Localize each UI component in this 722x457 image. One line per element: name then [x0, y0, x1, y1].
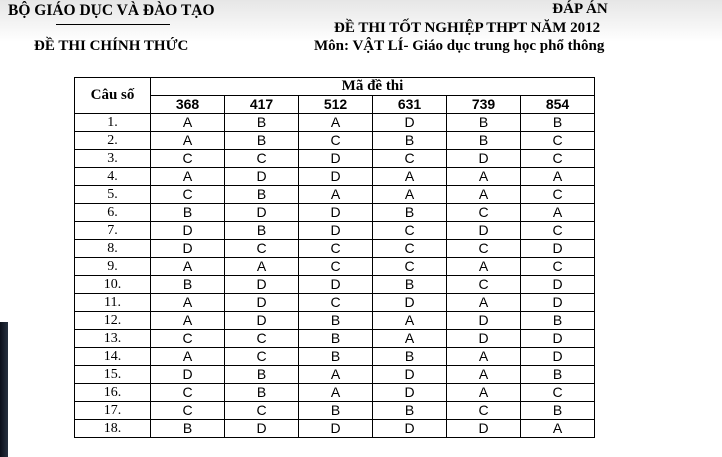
answer-rows	[75, 114, 595, 438]
table-row	[75, 294, 595, 312]
question-number: 2.	[75, 132, 151, 150]
exam-code: 854	[521, 96, 595, 114]
ministry-name: BỘ GIÁO DỤC VÀ ĐÀO TẠO	[8, 2, 215, 19]
answer-cell: B	[521, 114, 595, 132]
answer-cell: D	[521, 240, 595, 258]
answer-cell: A	[373, 168, 447, 186]
table-row	[75, 420, 595, 438]
answer-cell: B	[225, 384, 299, 402]
answer-cell: A	[151, 168, 225, 186]
exam-code-row	[75, 96, 595, 114]
answer-cell: A	[373, 312, 447, 330]
table-row	[75, 348, 595, 366]
table-row	[75, 114, 595, 132]
table-row	[75, 204, 595, 222]
answer-cell: C	[521, 222, 595, 240]
table-row	[75, 312, 595, 330]
answer-cell: D	[373, 384, 447, 402]
exam-title: ĐỀ THI TỐT NGHIỆP THPT NĂM 2012	[334, 20, 601, 36]
answer-cell: B	[225, 222, 299, 240]
answer-cell: C	[447, 276, 521, 294]
exam-code: 512	[299, 96, 373, 114]
answer-cell: A	[151, 312, 225, 330]
answer-cell: B	[373, 204, 447, 222]
question-number: 11.	[75, 294, 151, 312]
answer-cell: B	[225, 366, 299, 384]
answer-cell: B	[521, 402, 595, 420]
exam-code: 368	[151, 96, 225, 114]
answer-cell: B	[521, 312, 595, 330]
answer-cell: A	[299, 186, 373, 204]
answer-cell: C	[373, 258, 447, 276]
answer-cell: A	[225, 258, 299, 276]
answer-cell: C	[373, 240, 447, 258]
answer-cell: C	[299, 258, 373, 276]
answer-cell: A	[447, 294, 521, 312]
question-number: 5.	[75, 186, 151, 204]
table-row	[75, 384, 595, 402]
answer-cell: C	[521, 258, 595, 276]
answer-cell: D	[521, 330, 595, 348]
answer-cell: B	[299, 348, 373, 366]
answer-cell: C	[521, 384, 595, 402]
answer-cell: D	[373, 114, 447, 132]
answer-cell: C	[225, 402, 299, 420]
answer-cell: D	[447, 330, 521, 348]
exam-code: 417	[225, 96, 299, 114]
answer-cell: C	[225, 150, 299, 168]
answer-cell: C	[151, 186, 225, 204]
answer-cell: A	[447, 384, 521, 402]
question-number: 10.	[75, 276, 151, 294]
answer-cell: B	[225, 132, 299, 150]
answer-cell: D	[447, 222, 521, 240]
answer-cell: C	[151, 330, 225, 348]
answer-cell: A	[151, 132, 225, 150]
table-row	[75, 402, 595, 420]
answer-cell: D	[151, 240, 225, 258]
answer-cell: C	[299, 240, 373, 258]
question-number: 12.	[75, 312, 151, 330]
table-row	[75, 150, 595, 168]
exam-code: 631	[373, 96, 447, 114]
table-row	[75, 276, 595, 294]
answer-cell: D	[299, 168, 373, 186]
answer-cell: A	[151, 294, 225, 312]
answer-cell: A	[447, 366, 521, 384]
answer-cell: B	[447, 114, 521, 132]
question-number: 8.	[75, 240, 151, 258]
answer-cell: A	[151, 348, 225, 366]
question-number: 9.	[75, 258, 151, 276]
answer-cell: D	[299, 276, 373, 294]
question-number: 15.	[75, 366, 151, 384]
answer-cell: C	[225, 348, 299, 366]
answer-cell: C	[151, 150, 225, 168]
answer-cell: C	[521, 186, 595, 204]
answer-cell: D	[225, 204, 299, 222]
answer-cell: B	[373, 402, 447, 420]
question-number: 3.	[75, 150, 151, 168]
answer-cell: A	[373, 330, 447, 348]
answer-cell: C	[225, 240, 299, 258]
answer-cell: C	[151, 384, 225, 402]
answer-cell: D	[373, 366, 447, 384]
answer-cell: B	[447, 132, 521, 150]
ministry-underline	[56, 24, 170, 25]
answer-cell: B	[299, 330, 373, 348]
question-number: 16.	[75, 384, 151, 402]
answer-cell: C	[521, 150, 595, 168]
answer-cell: D	[225, 168, 299, 186]
answer-cell: B	[373, 348, 447, 366]
subject-line: Môn: VẬT LÍ- Giáo dục trung học phổ thông	[314, 38, 605, 54]
question-column-header: Câu số	[75, 78, 151, 114]
question-number: 6.	[75, 204, 151, 222]
answer-cell: A	[151, 258, 225, 276]
table-row	[75, 366, 595, 384]
answer-cell: D	[299, 204, 373, 222]
answer-cell: A	[299, 384, 373, 402]
answer-cell: C	[299, 132, 373, 150]
question-number: 18.	[75, 420, 151, 438]
table-row	[75, 240, 595, 258]
answer-cell: A	[447, 348, 521, 366]
answer-cell: D	[151, 366, 225, 384]
table-row	[75, 186, 595, 204]
answer-cell: D	[447, 312, 521, 330]
question-number: 14.	[75, 348, 151, 366]
table-row	[75, 222, 595, 240]
answer-cell: C	[299, 294, 373, 312]
answer-cell: B	[521, 366, 595, 384]
answer-cell: A	[447, 168, 521, 186]
answer-cell: B	[373, 132, 447, 150]
answer-cell: D	[225, 312, 299, 330]
answer-key-title: ĐÁP ÁN	[552, 1, 608, 17]
answer-cell: D	[447, 420, 521, 438]
answer-cell: D	[299, 420, 373, 438]
answer-cell: B	[225, 186, 299, 204]
answer-cell: A	[447, 186, 521, 204]
answer-cell: A	[447, 258, 521, 276]
answer-cell: D	[373, 294, 447, 312]
answer-cell: D	[521, 276, 595, 294]
exam-code-header: Mã đề thi	[151, 78, 595, 96]
answer-cell: B	[225, 114, 299, 132]
table-row	[75, 132, 595, 150]
answer-cell: B	[299, 312, 373, 330]
answer-cell: A	[521, 168, 595, 186]
answer-cell: C	[447, 204, 521, 222]
exam-code: 739	[447, 96, 521, 114]
answer-cell: C	[151, 402, 225, 420]
answer-key-table	[74, 77, 595, 438]
question-number: 1.	[75, 114, 151, 132]
official-exam-label: ĐỀ THI CHÍNH THỨC	[34, 38, 189, 54]
answer-cell: C	[373, 222, 447, 240]
answer-cell: D	[521, 294, 595, 312]
answer-cell: A	[521, 204, 595, 222]
table-header-row	[75, 78, 595, 96]
answer-cell: C	[373, 150, 447, 168]
answer-cell: C	[447, 240, 521, 258]
answer-cell: D	[299, 222, 373, 240]
answer-cell: A	[151, 114, 225, 132]
answer-cell: B	[151, 276, 225, 294]
answer-cell: D	[373, 420, 447, 438]
answer-cell: D	[447, 150, 521, 168]
table-row	[75, 330, 595, 348]
answer-cell: B	[151, 204, 225, 222]
answer-cell: B	[373, 276, 447, 294]
question-number: 4.	[75, 168, 151, 186]
window-edge-strip	[0, 322, 8, 457]
question-number: 7.	[75, 222, 151, 240]
table-row	[75, 168, 595, 186]
question-number: 13.	[75, 330, 151, 348]
answer-cell: D	[521, 348, 595, 366]
answer-cell: B	[151, 420, 225, 438]
answer-cell: C	[447, 402, 521, 420]
answer-cell: D	[225, 420, 299, 438]
answer-cell: A	[299, 114, 373, 132]
answer-cell: C	[521, 132, 595, 150]
answer-cell: A	[299, 366, 373, 384]
answer-cell: D	[225, 294, 299, 312]
answer-cell: C	[225, 330, 299, 348]
answer-cell: D	[225, 276, 299, 294]
answer-cell: D	[151, 222, 225, 240]
table-row	[75, 258, 595, 276]
question-number: 17.	[75, 402, 151, 420]
answer-cell: B	[299, 402, 373, 420]
answer-cell: A	[373, 186, 447, 204]
answer-cell: D	[299, 150, 373, 168]
answer-cell: A	[521, 420, 595, 438]
